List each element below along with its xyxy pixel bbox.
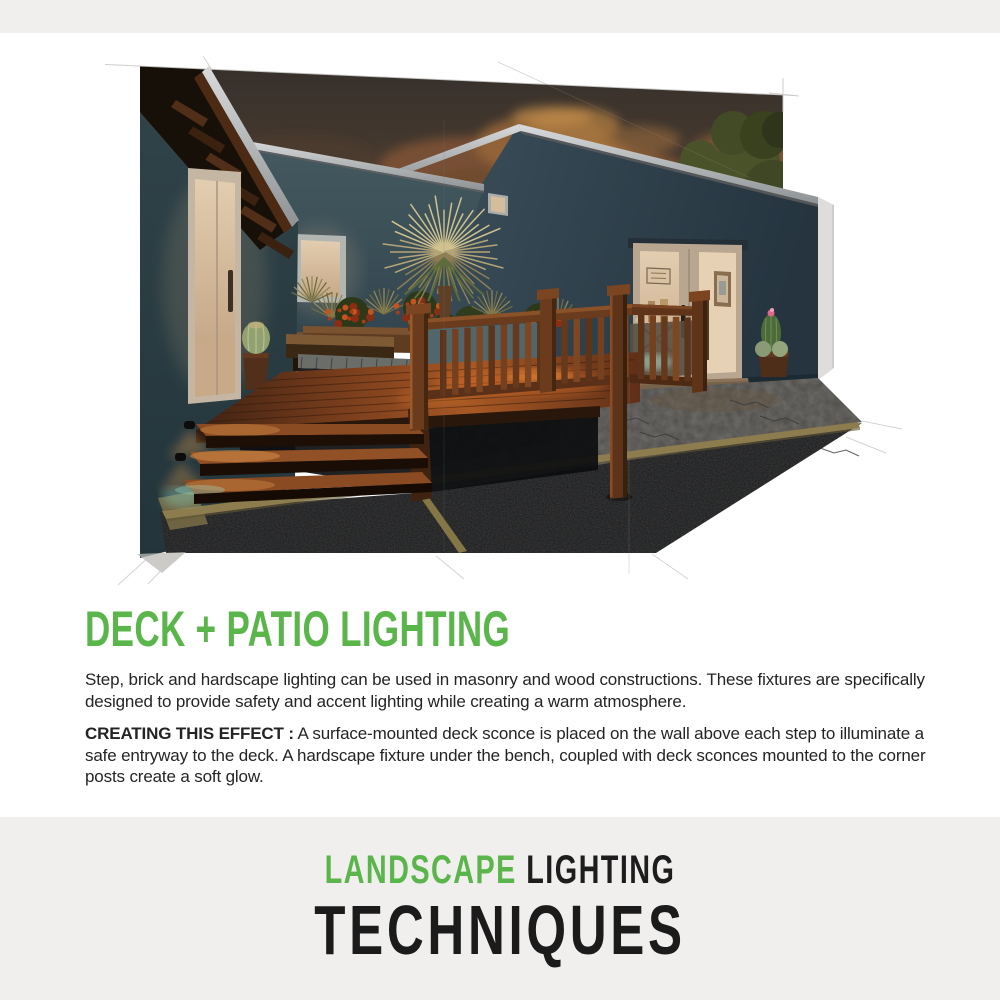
railing-post <box>689 290 710 393</box>
brand-lighting: LIGHTING <box>526 848 676 892</box>
step-sconce-light <box>175 453 186 461</box>
potted-cactus-left <box>242 322 270 391</box>
effect-label: CREATING THIS EFFECT : <box>85 724 294 744</box>
railing-post <box>537 288 559 393</box>
door-handle <box>228 270 233 312</box>
brand-landscape: LANDSCAPE <box>324 848 517 892</box>
effect-body: A surface-mounted deck sconce is placed on the wall above each step to illuminate a safe entryway to the deck. A hardscape fixture under the bench, coupled with deck sconces mounted to the corner posts create a soft glow. <box>85 724 926 787</box>
article-section <box>85 601 930 799</box>
interior-wall-sign <box>647 268 670 284</box>
intro-paragraph: Step, brick and hardscape lighting can be used in masonry and wood constructions. These fixtures are specifically designed to provide safety and accent lighting while creating a warm atmosphere. <box>85 670 925 711</box>
effect-paragraph <box>85 723 930 788</box>
entry-glass-door <box>188 168 241 404</box>
step-sconce-light <box>184 421 195 429</box>
section-heading: DECK + PATIO LIGHTING <box>85 601 511 657</box>
side-return-wall <box>818 197 834 380</box>
brand-techniques: TECHNIQUES <box>314 891 686 969</box>
brand-line <box>140 850 860 890</box>
footer-brand-band <box>0 817 1000 1000</box>
